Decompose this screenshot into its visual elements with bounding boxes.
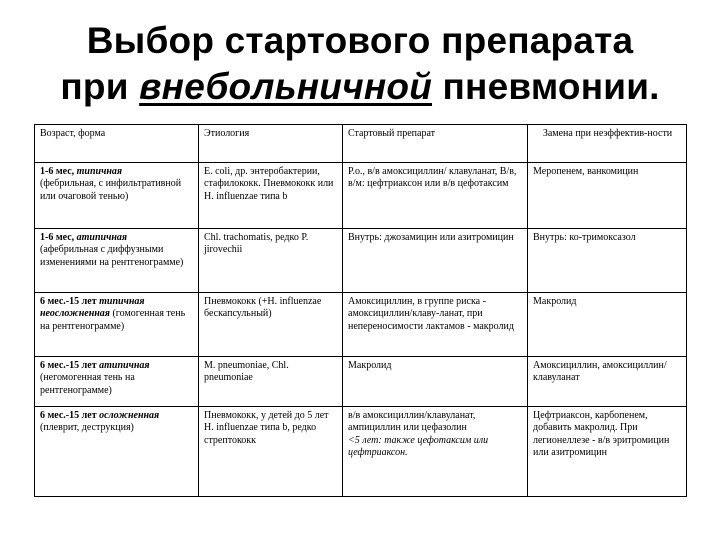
table-row bbox=[35, 357, 687, 407]
form-label: атипичная bbox=[76, 232, 128, 243]
form-label: типичная bbox=[76, 166, 123, 177]
age-label: 6 мес.-15 лет bbox=[40, 360, 97, 371]
cell-replacement: Внутрь: ко-тримоксазол bbox=[528, 229, 687, 293]
cell-etiology: Пневмококк (+H. influenzae бескапсульный) bbox=[199, 293, 343, 357]
cell-start-drug bbox=[343, 407, 528, 497]
cell-age-form bbox=[35, 229, 199, 293]
cell-etiology: Пневмококк, у детей до 5 лет H. influenzae типа b, редко стрептококк bbox=[199, 407, 343, 497]
cell-etiology: E. coli, др. энтеробактерии, стафилококк. Пневмококк или H. influenzae типа b bbox=[199, 163, 343, 229]
cell-start-drug: Внутрь: джозамицин или азитромицин bbox=[343, 229, 528, 293]
cell-age-form bbox=[35, 293, 199, 357]
antibiotic-selection-table bbox=[34, 124, 687, 497]
cell-age-form bbox=[35, 357, 199, 407]
form-description: (гомогенная тень на рентгенограмме) bbox=[40, 308, 186, 332]
header-start-drug: Стартовый препарат bbox=[343, 125, 528, 163]
age-label: 1-6 мес, bbox=[40, 166, 75, 177]
age-label: 6 мес.-15 лет bbox=[40, 296, 97, 307]
cell-etiology: M. pneumoniae, Chl. pneumoniae bbox=[199, 357, 343, 407]
title-line-1: Выбор стартового препарата bbox=[86, 20, 634, 61]
start-drug-note: <5 лет: также цефотаксим или цефтриаксон. bbox=[348, 434, 489, 459]
age-label: 1-6 мес, bbox=[40, 232, 75, 243]
header-replacement: Замена при неэффектив-ности bbox=[528, 125, 687, 163]
table-row bbox=[35, 293, 687, 357]
form-description: (негомогенная тень на рентгенограмме) bbox=[40, 372, 135, 396]
cell-age-form bbox=[35, 407, 199, 497]
form-description: (афебрильная с диффузными изменениями на рентгенограмме) bbox=[40, 244, 184, 268]
header-age-form: Возраст, форма bbox=[35, 125, 199, 163]
cell-replacement: Амоксициллин, амоксициллин/ клавуланат bbox=[528, 357, 687, 407]
cell-replacement: Меропенем, ванкомицин bbox=[528, 163, 687, 229]
age-label: 6 мес.-15 лет bbox=[40, 410, 97, 421]
form-description: (плеврит, деструкция) bbox=[40, 422, 134, 434]
cell-start-drug: P.o., в/в амоксициллин/ клавуланат, В/в, в/м: цефтриаксон или в/в цефотаксим bbox=[343, 163, 528, 229]
page-title bbox=[0, 18, 720, 110]
cell-replacement: Цефтриаксон, карбопенем, добавить макролид. При легионеллезе - в/в эритромицин или азитромицин bbox=[528, 407, 687, 497]
table-header-row bbox=[35, 125, 687, 163]
title-prefix: при bbox=[60, 66, 140, 107]
table-row bbox=[35, 163, 687, 229]
form-label: атипичная bbox=[99, 360, 150, 371]
table-row bbox=[35, 407, 687, 497]
title-line-2 bbox=[0, 64, 720, 110]
cell-replacement: Макролид bbox=[528, 293, 687, 357]
form-label: типичная неосложненная bbox=[40, 296, 145, 320]
cell-start-drug: Амоксициллин, в группе риска - амоксициллин/клаву-ланат, при непереносимости лактамов - макролид bbox=[343, 293, 528, 357]
cell-etiology: Chl. trachomatis, редко P. jirovechii bbox=[199, 229, 343, 293]
cell-start-drug: Макролид bbox=[343, 357, 528, 407]
form-label: осложненная bbox=[99, 410, 160, 421]
header-etiology: Этиология bbox=[199, 125, 343, 163]
cell-age-form bbox=[35, 163, 199, 229]
title-suffix: пневмонии. bbox=[432, 66, 660, 107]
form-description: (фебрильная, с инфильтративной или очаговой тенью) bbox=[40, 178, 182, 202]
table-row bbox=[35, 229, 687, 293]
title-emphasis: внебольничной bbox=[139, 66, 433, 107]
start-drug-main: в/в амоксициллин/клавуланат, ампициллин или цефазолин bbox=[348, 410, 476, 434]
